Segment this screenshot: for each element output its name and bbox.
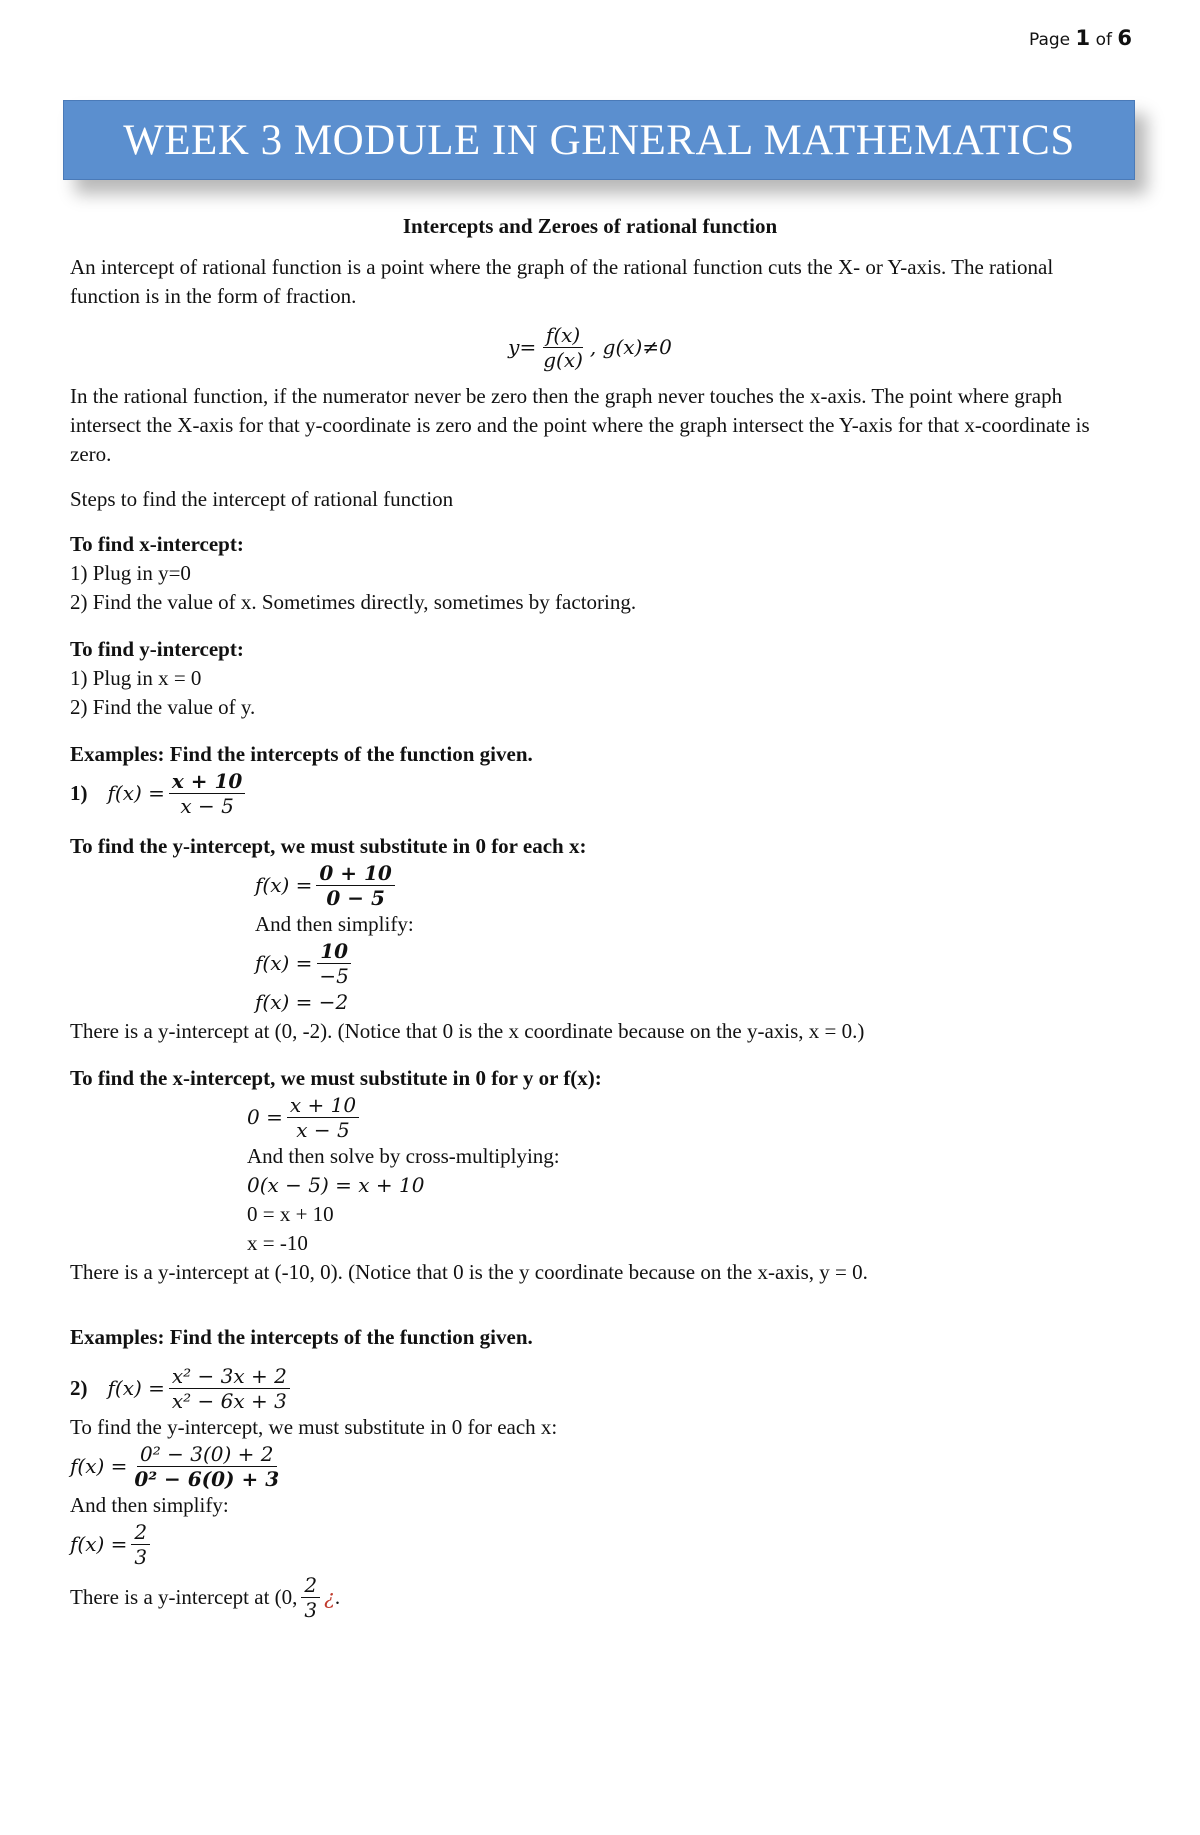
- paragraph-2: In the rational function, if the numerator never be zero then the graph never touches the x-axis. The point where graph intersect the X-axis for that y-coordinate is zero and the point where the graph intersect the Y-axis for that x-coordinate is zero.: [70, 384, 1090, 466]
- banner-title: WEEK 3 MODULE IN GENERAL MATHEMATICS: [123, 116, 1075, 164]
- y-intercept-steps: To find y-intercept: 1) Plug in x = 0 2) Find the value of y.: [70, 637, 256, 719]
- x-intercept-steps: To find x-intercept: 1) Plug in y=0 2) Find the value of x. Sometimes directly, sometimes by factoring.: [70, 532, 637, 614]
- intro-paragraph: An intercept of rational function is a point where the graph of the rational function cuts the X- or Y-axis. The rational function is in the form of fraction.: [70, 255, 1054, 308]
- example-1: Examples: Find the intercepts of the function given. 1) f(x) = $\frac{x + 10}{x - 5}$ To find the y-intercept, we must substitute in 0 for each x: f(x) = $\frac{0 + 10}{0 - 5}$ And then simplify: f(x) = $\frac{10}{-5}$ f(x) = −2 There is a y-intercept at (0, -2). (Notice that 0 is the x coordinate because on the y-axis, x = 0.) To find the x-intercept, we must substitute in 0 for y or f(x): 0 = $\frac{x + 10}{x - 5}$ And then solve by cross-multiplying: 0(x − 5) = x + 10 0 = x + 10 x = -10 There is a y-intercept at (-10, 0). (Notice that 0 is the y coordinate because on the x-axis, y = 0.: [70, 742, 868, 1284]
- document-body: [70, 212, 1110, 1622]
- steps-intro: Steps to find the intercept of rational function: [70, 487, 454, 511]
- example-2: Examples: Find the intercepts of the function given. 2) f(x) = $\frac{\text{x² − 3x + 2}}{\text{x² − 6x + 3}}$ To find the y-intercept, we must substitute in 0 for each x: f(x) = $\frac{\text{0² − 3(0) + 2}}{\text{0² − 6(0) + 3}}$ And then simplify: f(x) = $\frac{2}{3}$ There is a y-intercept at (0, $\frac{2}{3}$ ¿ .: [70, 1325, 558, 1622]
- module-banner: [63, 100, 1135, 180]
- page-number: Page 1 of 6: [1028, 26, 1132, 50]
- section-title: Intercepts and Zeroes of rational function: [402, 214, 778, 238]
- rational-formula: y= $\frac{f(x)}{g(x)}$ , g(x)≠0: [508, 323, 672, 372]
